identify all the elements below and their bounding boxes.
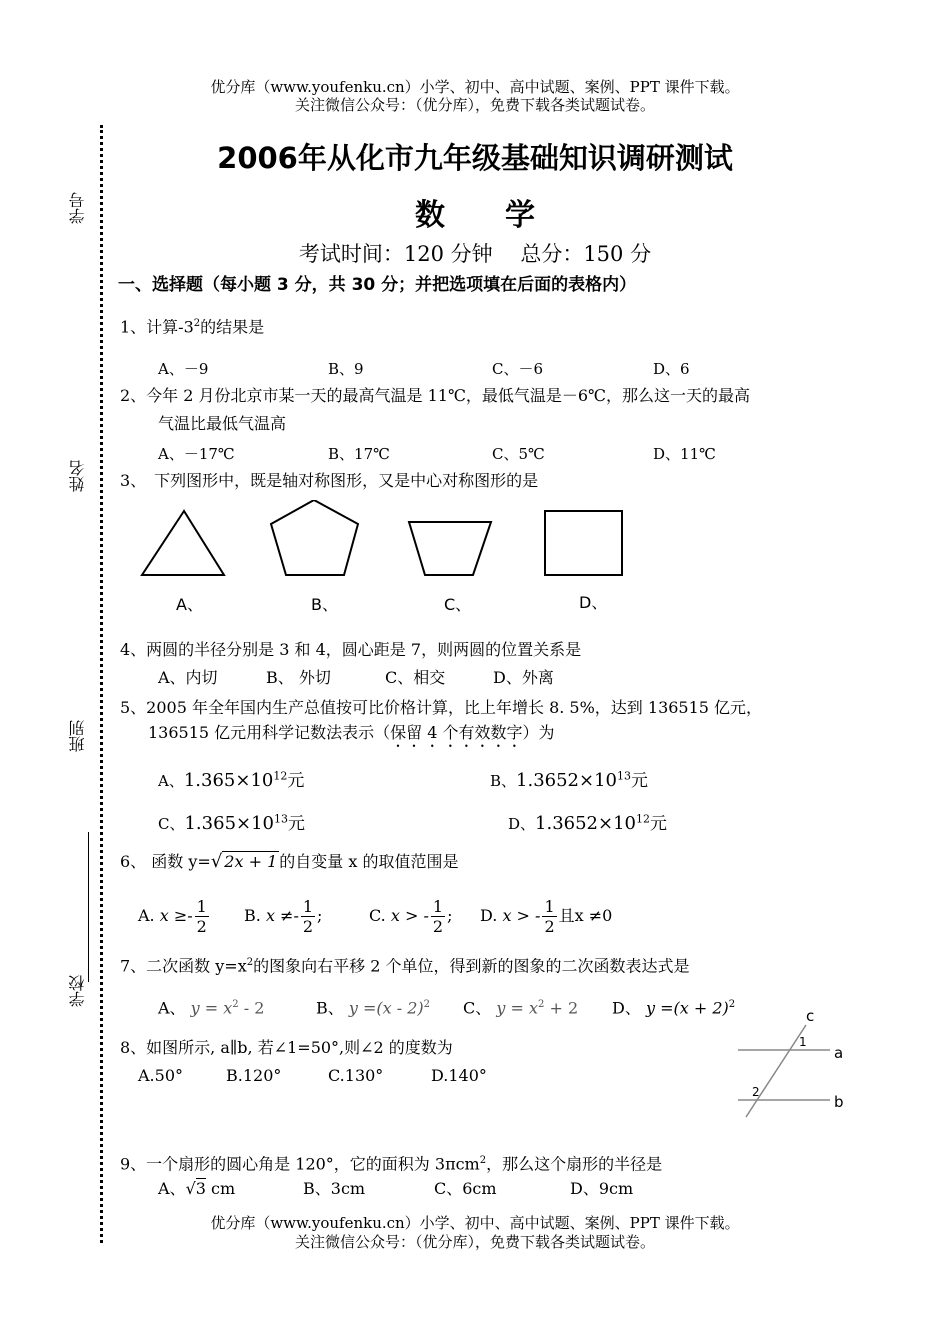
q4-stem: 4、两圆的半径分别是 3 和 4，圆心距是 7，则两圆的位置关系是 — [120, 640, 582, 659]
rectangle-icon — [545, 511, 622, 575]
q6-option-c-num: 1 — [432, 897, 444, 916]
sqrt-icon: √ — [185, 1179, 196, 1198]
q6-option-d-den: 2 — [544, 917, 555, 936]
q8-option-b: B.120° — [226, 1066, 282, 1085]
q7-stem — [120, 953, 689, 976]
q5-stem-line1: 5、2005 年全年国内生产总值按可比价格计算，比上年增长 8. 5%，达到 136515 亿元， — [120, 698, 763, 717]
q6-option-b-tail: ; — [317, 906, 323, 925]
q7-option-b-exp: 2 — [423, 999, 431, 1010]
q6-option-b-num: 1 — [302, 897, 314, 916]
school-blank-line — [88, 832, 89, 982]
q6-option-a — [138, 897, 211, 936]
q5-option-b-mantissa: 1.3652 — [516, 770, 580, 791]
q1-option-b: B、9 — [328, 360, 364, 378]
q6-option-c-tail: ; — [447, 906, 453, 925]
q6-option-b-expr: x ≠- — [265, 906, 299, 925]
q6-stem-suffix: 的自变量 x 的取值范围是 — [279, 852, 459, 871]
q1-option-d: D、6 — [653, 360, 690, 378]
footer-line-1: 优分库（www.youfenku.cn）小学、初中、高中试题、案例、PPT 课件下载。 — [210, 1214, 740, 1232]
q4-option-a: A、内切 — [158, 668, 218, 687]
q1-option-a: A、－9 — [158, 360, 209, 378]
q8-label-angle-1: 1 — [799, 1035, 807, 1049]
exam-subject: 数学 — [415, 198, 595, 233]
q6-option-a-frac — [195, 897, 209, 936]
q9-stem — [120, 1151, 662, 1174]
q7-option-c-label: C、 — [463, 998, 492, 1018]
q1-stem-suffix: 的结果是 — [200, 317, 265, 337]
q2-option-a: A、－17℃ — [158, 445, 235, 463]
q6-option-d-tail: 且x ≠0 — [558, 906, 613, 925]
q7-option-d-expr: y =(x + 2) — [645, 998, 729, 1018]
q6-option-c — [369, 897, 452, 936]
q7-option-c-exp: 2 — [537, 999, 545, 1010]
header-line-2: 关注微信公众号：（优分库），免费下载各类试题试卷。 — [294, 96, 655, 114]
sqrt-icon: √ — [210, 851, 223, 872]
q5-option-c-mantissa: 1.365 — [184, 813, 237, 834]
q2-option-b: B、17℃ — [328, 445, 390, 463]
q9-stem-suffix: ，那么这个扇形的半径是 — [486, 1154, 663, 1174]
q5-option-a-mantissa: 1.365 — [183, 770, 236, 791]
q5-option-c-label: C、 — [158, 815, 185, 833]
q9-option-b: B、3cm — [303, 1179, 366, 1198]
q6-option-b-label: B. — [244, 906, 261, 925]
q6-option-d — [480, 897, 612, 936]
sidebar-student-id-text: 学号 — [68, 192, 87, 224]
q2-stem-line1: 2、今年 2 月份北京市某一天的最高气温是 11℃，最低气温是－6℃，那么这一天的最高 — [120, 386, 750, 405]
q6-option-a-den: 2 — [196, 917, 207, 936]
q5-option-a — [158, 766, 304, 791]
q8-option-d: D.140° — [431, 1066, 487, 1085]
q8-label-angle-2: 2 — [752, 1085, 760, 1099]
q7-option-a-label: A、 — [158, 998, 186, 1018]
q4-option-b: B、 外切 — [266, 668, 331, 687]
q9-option-a-label: A、 — [158, 1179, 186, 1198]
q4-option-c: C、相交 — [385, 668, 446, 687]
q6-option-a-expr: x ≥- — [159, 906, 193, 925]
sidebar-class — [66, 720, 90, 756]
q7-stem-prefix: 7、二次函数 y=x — [120, 956, 247, 976]
q7-option-b-expr: y =(x - 2) — [348, 998, 424, 1018]
q6-option-b-den: 2 — [302, 917, 314, 936]
q7-option-a — [158, 995, 264, 1018]
q5-option-b-unit: 元 — [631, 771, 649, 791]
q1-option-c: C、－6 — [492, 360, 544, 378]
q2-option-d: D、11℃ — [653, 445, 716, 463]
q5-option-a-times: ×10 — [235, 770, 274, 791]
triangle-icon — [142, 511, 224, 575]
q7-option-d-exp: 2 — [728, 999, 736, 1010]
exam-time-info: 考试时间：120 分钟 总分：150 分 — [298, 242, 652, 266]
q9-option-a-unit: cm — [205, 1179, 236, 1198]
q6-option-b — [244, 897, 322, 936]
q5-option-d-times: ×10 — [598, 813, 637, 834]
q8-label-c: c — [806, 1007, 815, 1025]
q7-option-a-tail: - 2 — [238, 998, 265, 1018]
q3-figures — [130, 500, 650, 620]
q5-option-a-label: A、 — [158, 772, 184, 790]
q6-option-a-label: A. — [138, 906, 155, 925]
sidebar-class-text: 班别 — [68, 720, 87, 752]
footer-line-2: 关注微信公众号：（优分库），免费下载各类试题试卷。 — [294, 1233, 655, 1251]
q5-option-b-label: B、 — [490, 772, 517, 790]
q9-option-d: D、9cm — [570, 1179, 634, 1198]
q9-stem-prefix: 9、一个扇形的圆心角是 120°，它的面积为 3πcm — [120, 1154, 480, 1174]
q6-stem — [120, 852, 458, 872]
q9-stem-exp: 2 — [479, 1155, 487, 1166]
q7-option-c — [463, 995, 578, 1018]
exam-title: 2006年从化市九年级基础知识调研测试 — [217, 141, 733, 175]
q3-label-c: C、 — [444, 595, 472, 614]
binding-dashed-line — [100, 125, 103, 1243]
q5-stem-line2-suffix: ）为 — [522, 723, 555, 742]
q6-option-d-label: D. — [480, 906, 498, 925]
q5-option-b-exp: 13 — [617, 769, 632, 783]
q8-option-a: A.50° — [138, 1066, 183, 1085]
q5-option-d-exp: 12 — [636, 812, 651, 826]
sidebar-school — [66, 975, 90, 1011]
section-1-heading: 一、选择题（每小题 3 分，共 30 分；并把选项填在后面的表格内） — [118, 275, 637, 295]
q6-option-c-expr: x > - — [390, 906, 429, 925]
q2-stem-line2: 气温比最低气温高 — [158, 414, 287, 433]
q5-stem-line2-prefix: 136515 亿元用科学记数法表示（ — [148, 723, 391, 742]
q6-radicand: 2x + 1 — [224, 852, 278, 871]
q8-label-a: a — [834, 1044, 844, 1062]
q7-stem-suffix: 的图象向右平移 2 个单位，得到新的图象的二次函数表达式是 — [253, 956, 690, 976]
q5-option-d-label: D、 — [508, 815, 536, 833]
q9-option-c: C、6cm — [434, 1179, 497, 1198]
q5-option-a-unit: 元 — [287, 771, 305, 791]
q8-label-b: b — [834, 1093, 844, 1111]
q6-stem-prefix: 6、 函数 y= — [120, 852, 211, 871]
sidebar-school-text: 学校 — [68, 975, 87, 1007]
q5-stem-line2 — [148, 723, 555, 751]
trapezoid-icon — [409, 522, 491, 575]
q5-option-a-exp: 12 — [273, 769, 288, 783]
q5-stem-line2-emphasis: 保留 4 个有效数字 — [390, 723, 523, 742]
q1-stem-exp: 2 — [193, 318, 201, 329]
header-line-1: 优分库（www.youfenku.cn）小学、初中、高中试题、案例、PPT 课件下载。 — [210, 78, 740, 96]
q3-label-b: B、 — [311, 595, 338, 614]
q7-option-a-exp: 2 — [232, 999, 239, 1010]
q3-label-d: D、 — [579, 593, 608, 612]
q6-option-c-label: C. — [369, 906, 386, 925]
q1-stem — [120, 314, 264, 337]
q7-option-c-tail: + 2 — [544, 998, 579, 1018]
q2-option-c: C、5℃ — [492, 445, 545, 463]
q5-option-c-exp: 13 — [274, 812, 289, 826]
q6-option-d-frac — [542, 897, 556, 936]
q8-stem: 8、如图所示, a∥b, 若∠1=50°,则∠2 的度数为 — [120, 1038, 453, 1057]
q7-option-d-label: D、 — [612, 998, 641, 1018]
q6-option-c-den: 2 — [432, 917, 444, 936]
q6-option-d-expr: x > - — [502, 906, 541, 925]
q3-stem: 3、 下列图形中，既是轴对称图形，又是中心对称图形的是 — [120, 471, 539, 490]
q5-option-b — [490, 766, 648, 791]
q6-option-b-frac — [301, 897, 315, 936]
q5-option-c-times: ×10 — [236, 813, 275, 834]
q6-option-c-frac — [431, 897, 445, 936]
q7-option-a-expr: y = x — [190, 998, 233, 1018]
q7-option-c-expr: y = x — [496, 998, 538, 1018]
q8-option-c: C.130° — [328, 1066, 384, 1085]
q7-option-b — [316, 995, 430, 1018]
q5-option-b-times: ×10 — [579, 770, 618, 791]
sidebar-name — [66, 460, 90, 496]
q5-option-d-unit: 元 — [650, 814, 668, 834]
q6-option-d-num: 1 — [544, 897, 555, 916]
q5-option-c-unit: 元 — [288, 814, 306, 834]
sidebar-name-text: 姓名 — [68, 460, 87, 492]
pentagon-icon — [271, 500, 358, 575]
q9-option-a-radicand: 3 — [195, 1179, 206, 1198]
q3-label-a: A、 — [176, 595, 203, 614]
q9-option-a — [158, 1179, 235, 1199]
q1-stem-prefix: 1、计算-3 — [120, 317, 194, 337]
q5-option-d-mantissa: 1.3652 — [535, 813, 599, 834]
q7-option-d — [612, 995, 735, 1018]
q7-option-b-label: B、 — [316, 998, 344, 1018]
transversal-c — [746, 1025, 806, 1117]
q4-option-d: D、外离 — [493, 668, 554, 687]
q6-option-a-num: 1 — [196, 897, 207, 916]
q7-stem-exp: 2 — [246, 957, 254, 968]
q5-option-c — [158, 809, 305, 834]
q5-option-d — [508, 809, 667, 834]
